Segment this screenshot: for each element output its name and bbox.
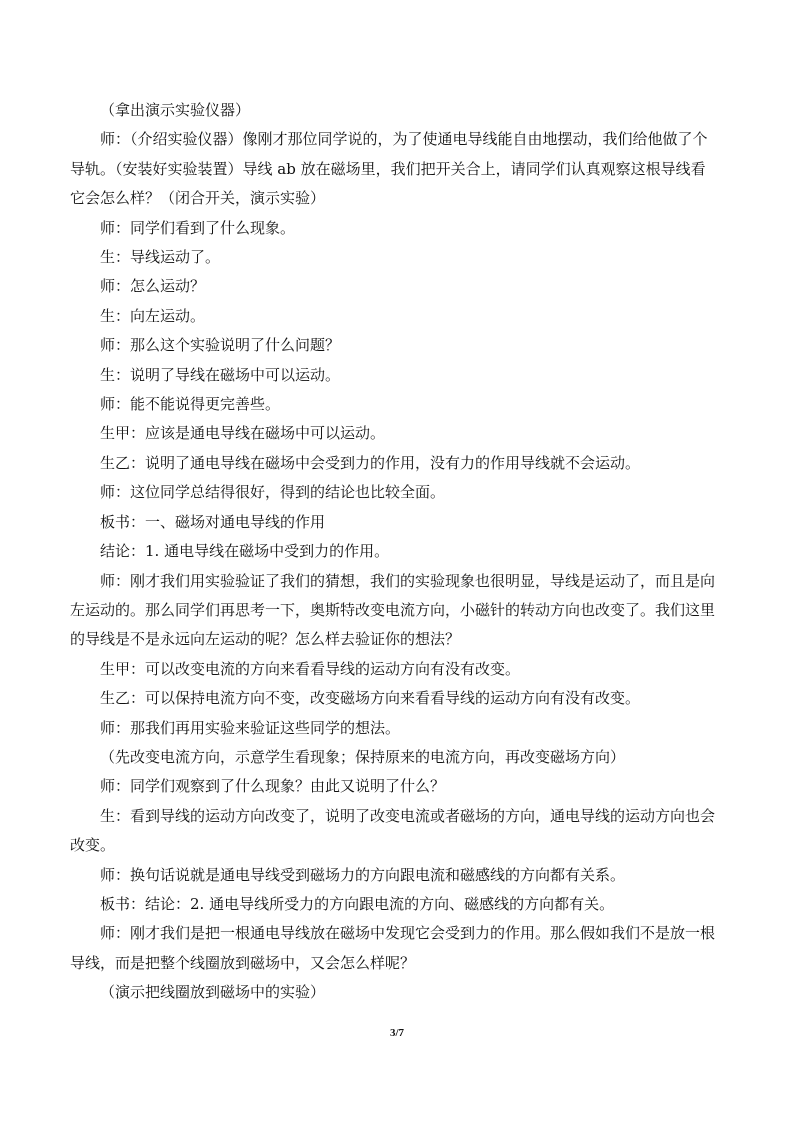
paragraph: 生：向左运动。 xyxy=(100,306,206,325)
paragraph: 师：能不能说得更完善些。 xyxy=(100,395,281,414)
paragraph: 板书：结论：2. 通电导线所受力的方向跟电流的方向、磁感线的方向都有关。 xyxy=(100,894,615,913)
paragraph: 结论：1. 通电导线在磁场中受到力的作用。 xyxy=(100,542,390,561)
paragraph: 师：同学们观察到了什么现象？由此又说明了什么？ xyxy=(100,777,446,796)
paragraph: 生乙：说明了通电导线在磁场中会受到力的作用，没有力的作用导线就不会运动。 xyxy=(100,453,641,472)
paragraph: 师：（介绍实验仪器）像刚才那位同学说的，为了使通电导线能自由地摆动，我们给他做了个导轨。（安装好实验装置）导线 ab 放在磁场里，我们把开关合上，请同学们认真观察这根导线看它会怎么样？（闭合开关，演示实验） xyxy=(70,130,708,208)
paragraph: 生：导线运动了。 xyxy=(100,248,221,267)
paragraph: 生：说明了导线在磁场中可以运动。 xyxy=(100,365,341,384)
paragraph: 师：刚才我们是把一根通电导线放在磁场中发现它会受到力的作用。那么假如我们不是放一根导线，而是把整个线圈放到磁场中，又会怎么样呢？ xyxy=(70,924,716,972)
paragraph: 师：那我们再用实验来验证这些同学的想法。 xyxy=(100,718,401,737)
paragraph: 师：刚才我们用实验验证了我们的猜想，我们的实验现象也很明显，导线是运动了，而且是向左运动的。那么同学们再思考一下，奥斯特改变电流方向，小磁针的转动方向也改变了。我们这里的导线是不是永远向左运动的呢？怎么样去验证你的想法？ xyxy=(70,571,716,649)
paragraph: 生甲：可以改变电流的方向来看看导线的运动方向有没有改变。 xyxy=(100,659,521,678)
paragraph: （演示把线圈放到磁场中的实验） xyxy=(100,983,326,1002)
paragraph: 板书：一、磁场对通电导线的作用 xyxy=(100,512,326,531)
document-body xyxy=(70,96,720,1008)
paragraph: 生乙：可以保持电流方向不变，改变磁场方向来看看导线的运动方向有没有改变。 xyxy=(100,689,641,708)
paragraph: 师：怎么运动？ xyxy=(100,277,206,296)
paragraph: （先改变电流方向，示意学生看现象；保持原来的电流方向，再改变磁场方向） xyxy=(100,747,626,766)
paragraph: 生甲：应该是通电导线在磁场中可以运动。 xyxy=(100,424,386,443)
paragraph: 师：这位同学总结得很好，得到的结论也比较全面。 xyxy=(100,483,446,502)
paragraph: 师：同学们看到了什么现象。 xyxy=(100,218,296,237)
paragraph: 生：看到导线的运动方向改变了，说明了改变电流或者磁场的方向，通电导线的运动方向也会改变。 xyxy=(70,806,716,855)
paragraph: （拿出演示实验仪器） xyxy=(100,101,251,119)
paragraph: 师：换句话说就是通电导线受到磁场力的方向跟电流和磁感线的方向都有关系。 xyxy=(100,865,626,884)
paragraph: 师：那么这个实验说明了什么问题？ xyxy=(100,336,341,355)
page-number: 3/7 xyxy=(389,1027,405,1039)
